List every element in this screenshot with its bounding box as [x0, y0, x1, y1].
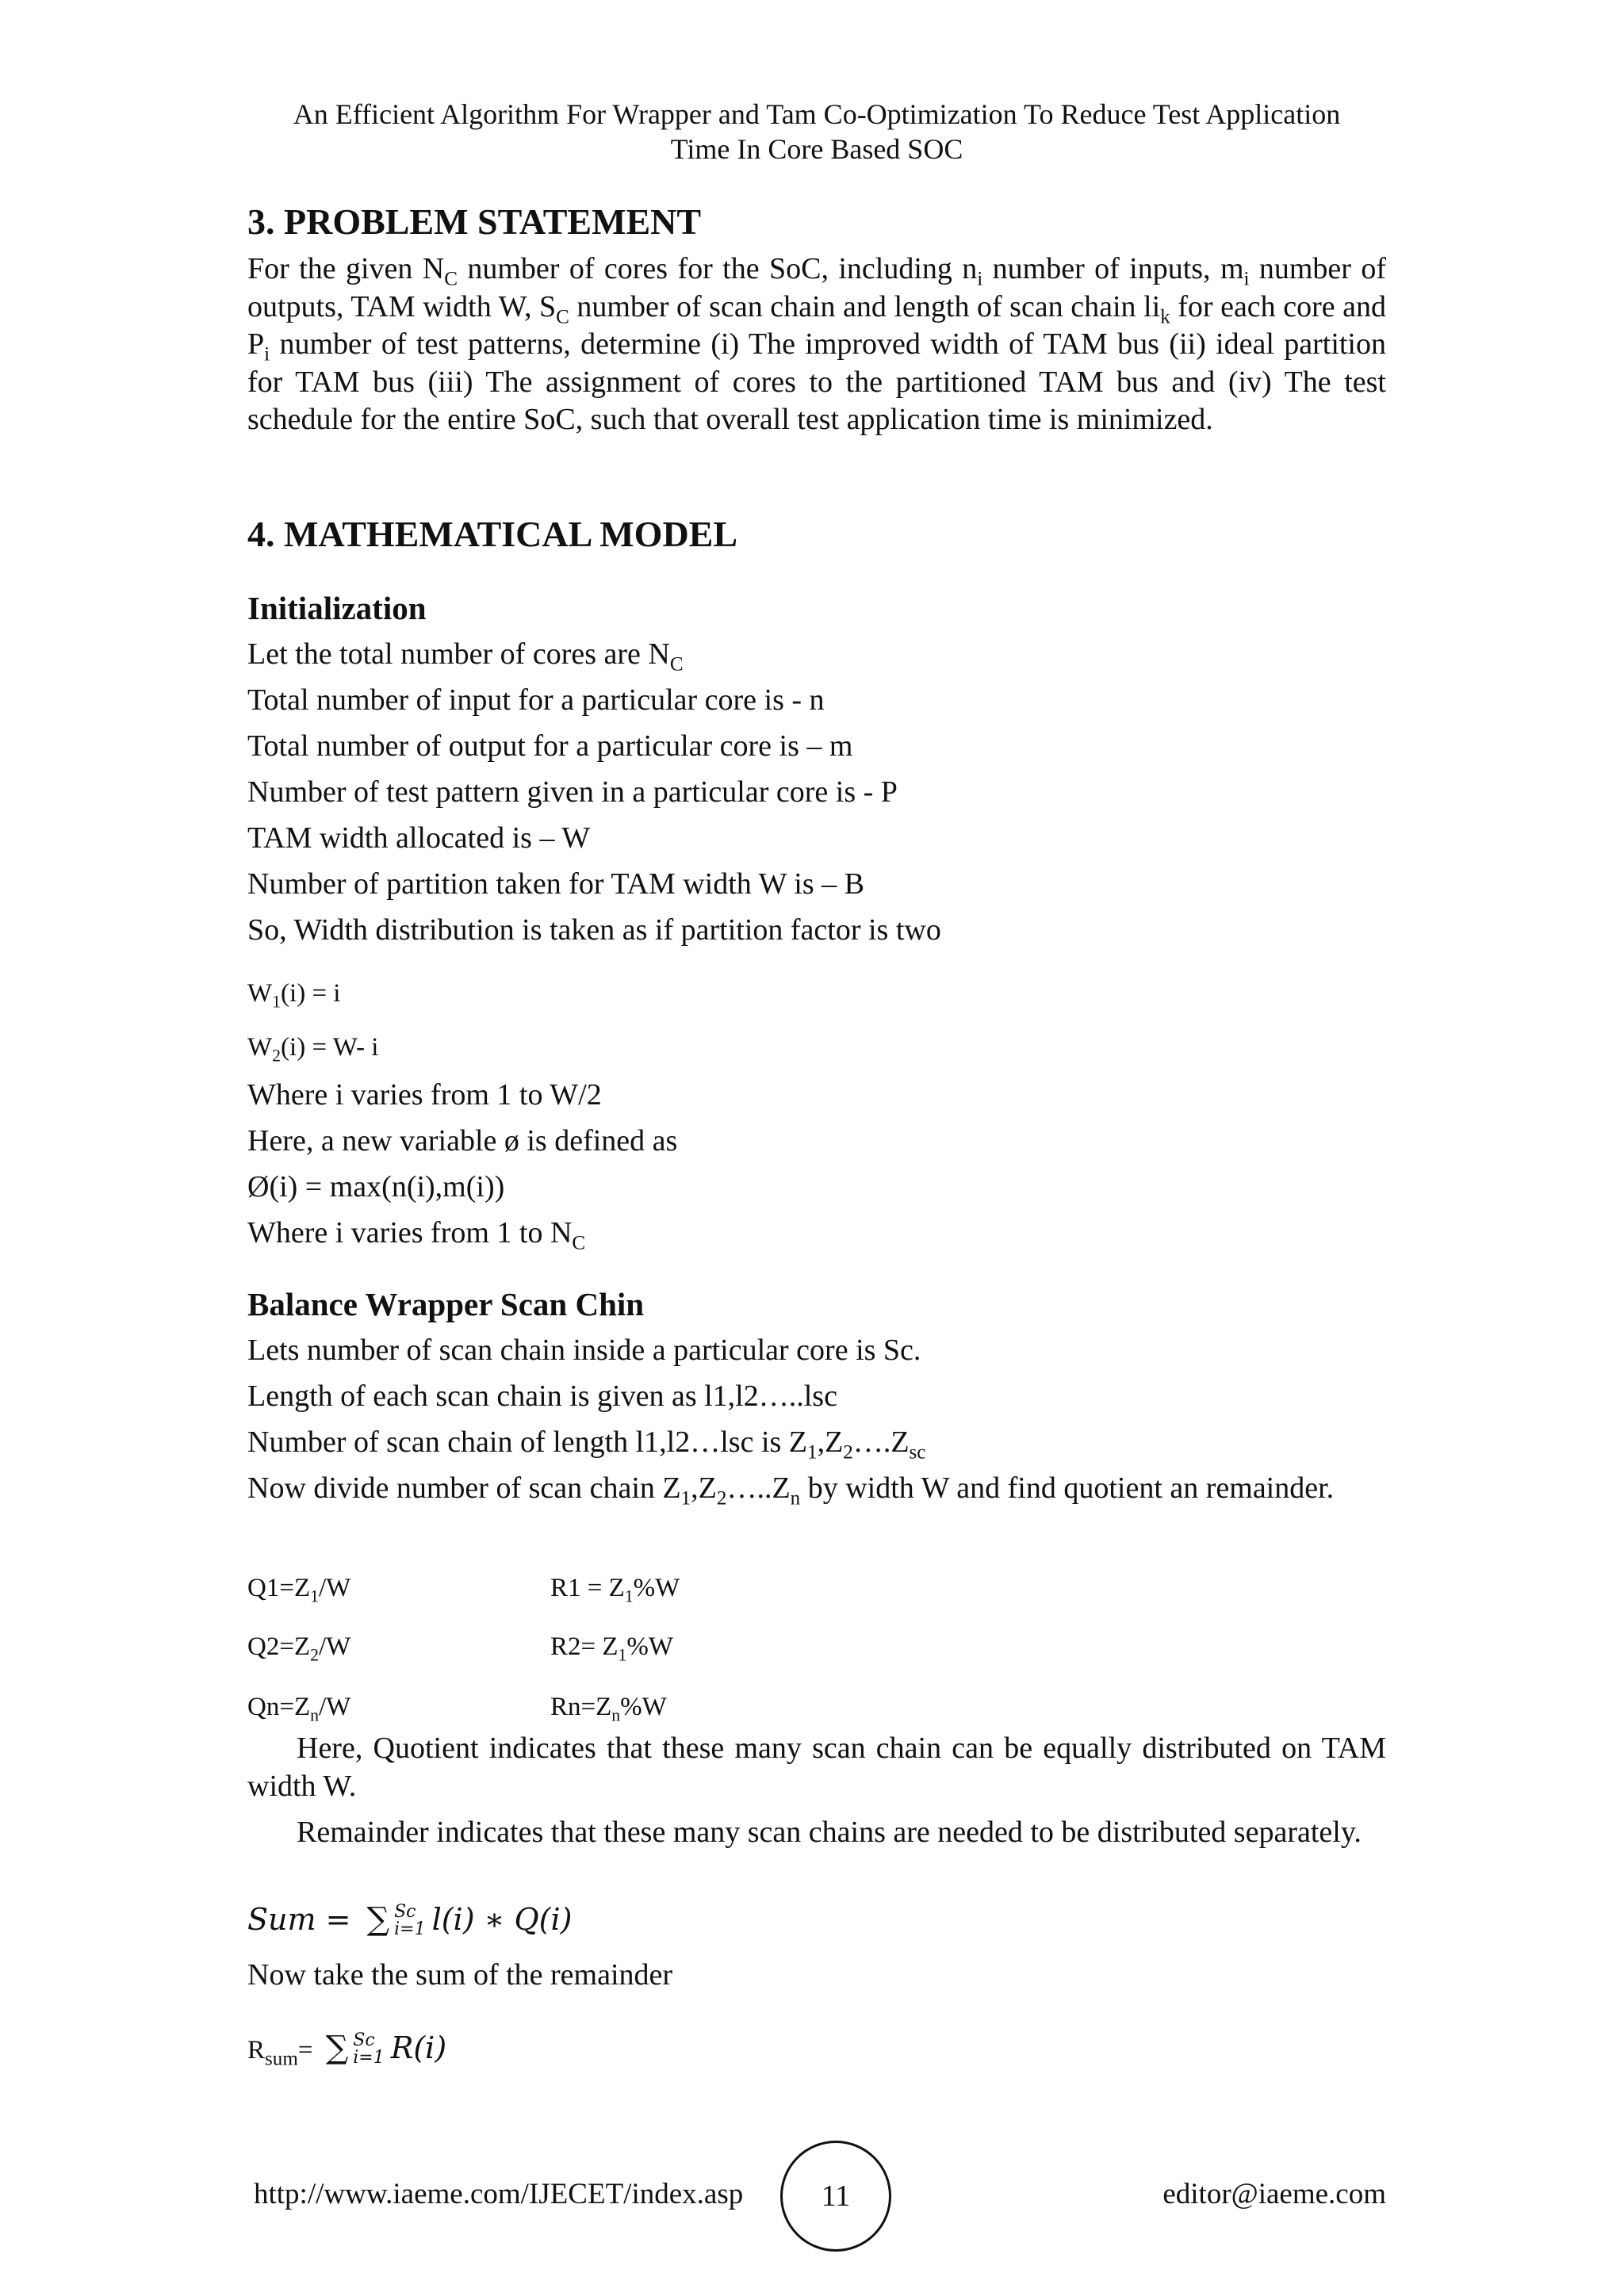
equation-sum: Sum = ∑ Sc i=1 l(i) ∗ Q(i) [247, 1901, 573, 1939]
balance-line-scan-chains: Lets number of scan chain inside a particular core is Sc. [247, 1334, 921, 1367]
equation-r1: $R1 = Z_1\%W$ [550, 1574, 680, 1606]
remainder-explanation-paragraph: Remainder indicates that these many scan chains are needed to be distributed separately. [297, 1816, 1362, 1849]
balance-wrapper-heading: Balance Wrapper Scan Chin [247, 1286, 645, 1322]
initialization-heading: Initialization [247, 590, 427, 626]
page-number-circle: 11 [780, 2141, 891, 2252]
quotient-explanation-paragraph: Here, Quotient indicates that these many scan chain can be equally distributed on TAM width W. [247, 1732, 1386, 1803]
init-line-tam-width: TAM width allocated is – W [247, 821, 591, 855]
equation-rsum: $R_{sum}=$ ∑ Sc i=1 R(i) [247, 2030, 447, 2070]
running-header-line-1: An Efficient Algorithm For Wrapper and Tam Co-Optimization To Reduce Test Application [293, 98, 1341, 130]
page-footer [247, 2141, 1386, 2252]
running-header-line-2: Time In Core Based SOC [670, 133, 963, 165]
equation-rn: $Rn=Z_n\%W$ [550, 1693, 667, 1725]
balance-line-lengths: Length of each scan chain is given as l1,l2…..lsc [247, 1380, 837, 1413]
problem-statement-paragraph: For the given $N_C$ number of cores for the SoC, including $n_i$ number of inputs, $m_i$ number of outputs, TAM width W, $S_C$ number of scan chain and length of scan chain $li_k$ for each core and $P_i$ number of test patterns, determine (i) The improved width of TAM bus (ii) ideal partition for TAM bus (iii) The assignment of cores to the partitioned TAM bus and (iv) The test schedule for the entire SoC, such that overall test application time is minimized. [247, 252, 1386, 436]
init-line-variable: Here, a new variable ø is defined as [247, 1124, 678, 1158]
footer-url-link[interactable]: http://www.iaeme.com/IJECET/index.asp [254, 2178, 744, 2210]
equation-w2: $W_2(i) = W-$ i [247, 1033, 379, 1066]
equation-q2: $Q2=Z_2/W$ [247, 1632, 351, 1665]
init-line-distribution: So, Width distribution is taken as if partition factor is two [247, 913, 941, 947]
section-4-title: 4. MATHEMATICAL MODEL [247, 514, 738, 554]
equation-qn: $Qn=Z_n/W$ [247, 1693, 351, 1725]
init-line-patterns: Number of test pattern given in a particular core is - P [247, 775, 898, 809]
footer-email-link[interactable]: editor@iaeme.com [1162, 2178, 1386, 2210]
equation-w1: $W_1(i) = i$ [247, 979, 341, 1012]
balance-line-counts: Number of scan chain of length l1,l2…lsc is $Z_1,Z_2\dots.Z_{sc}$ [247, 1425, 926, 1464]
init-line-partition: Number of partition taken for TAM width W is – B [247, 867, 864, 901]
init-line-i-range: Where i varies from 1 to W/2 [247, 1078, 602, 1112]
equation-q1: $Q1=Z_1/W$ [247, 1574, 351, 1606]
sum-remainder-line: Now take the sum of the remainder [247, 1958, 673, 1992]
init-line-inputs: Total number of input for a particular core is - n [247, 683, 825, 717]
balance-divide-paragraph: Now divide number of scan chain $Z_1,Z_2\dots..Z_n$ by width W and find quotient an remainder. [247, 1471, 1335, 1510]
init-line-cores: Let the total number of cores are $N_C$ [247, 637, 684, 675]
init-line-i-range-cores: Where i varies from 1 to $N_C$ [247, 1216, 586, 1254]
equation-r2: $R2= Z_1\%W$ [550, 1632, 674, 1665]
equation-phi: Ø(i) = max(n(i),m(i)) [247, 1170, 505, 1203]
init-line-outputs: Total number of output for a particular core is – m [247, 729, 853, 763]
section-3-title: 3. PROBLEM STATEMENT [247, 201, 702, 242]
running-header [247, 97, 1386, 166]
